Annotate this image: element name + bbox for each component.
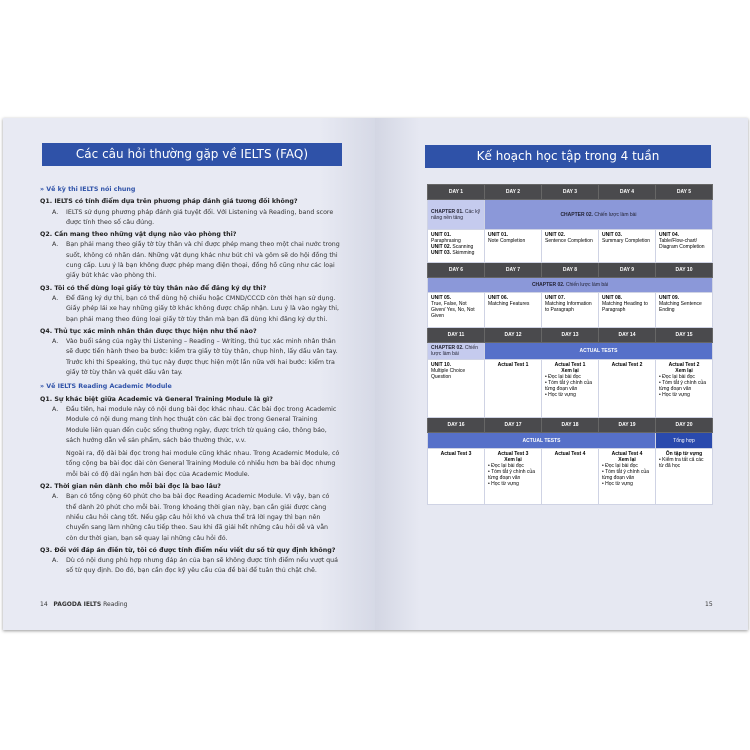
test-review-cell	[599, 449, 656, 505]
unit-cell	[542, 230, 599, 263]
unit-label: UNIT 09.	[659, 295, 680, 301]
unit-title: Paraphrasing	[431, 238, 461, 244]
unit-label: UNIT 06.	[488, 295, 509, 301]
unit-cell	[428, 293, 485, 328]
test-label: Actual Test 3	[440, 451, 472, 457]
review-item: • Học từ vựng	[488, 481, 538, 487]
unit-label: UNIT 03.	[431, 250, 452, 256]
review-item: • Học từ vựng	[659, 392, 709, 398]
test-cell	[599, 360, 656, 418]
unit-cell	[428, 230, 485, 263]
review-item: • Học từ vựng	[602, 481, 652, 487]
test-review-cell	[656, 360, 713, 418]
unit-title: Table/Flow-chart/ Diagram Completion	[659, 238, 705, 250]
test-cell	[542, 449, 599, 505]
day-header: DAY 9	[599, 263, 656, 278]
unit-cell	[656, 293, 713, 328]
unit-cell	[599, 230, 656, 263]
review-list	[602, 463, 652, 487]
day-header: DAY 14	[599, 328, 656, 343]
review-label: Xem lại	[618, 457, 636, 463]
faq-question: Q1. IELTS có tính điểm dựa trên phương pháp đánh giá tương đối không?	[40, 198, 298, 206]
vocab-cell	[656, 449, 713, 505]
faq-answer	[40, 556, 340, 577]
review-list	[488, 463, 538, 487]
answer-marker: A.	[52, 338, 59, 346]
faq-question: Q2. Cần mang theo những vật dụng nào vào phòng thi?	[40, 231, 237, 239]
page-number: 14	[40, 601, 48, 608]
unit-title: Matching Features	[488, 301, 530, 307]
day-header: DAY 2	[485, 185, 542, 200]
actual-tests-banner: ACTUAL TESTS	[485, 343, 713, 360]
left-page	[3, 118, 375, 630]
review-item: • Học từ vựng	[545, 392, 595, 398]
day-header: DAY 15	[656, 328, 713, 343]
review-item: • Đọc lại bài đọc	[602, 463, 652, 469]
unit-cell	[485, 230, 542, 263]
unit-label: UNIT 05.	[431, 295, 452, 301]
test-label: Actual Test 4	[554, 451, 586, 457]
answer-marker: A.	[52, 493, 59, 501]
left-footer	[40, 601, 127, 608]
day-header: DAY 7	[485, 263, 542, 278]
answer-text: Dù có nội dung phù hợp nhưng đáp án của bạn sẽ không được tính điểm nếu vượt quá số từ quy định. Do đó, bạn cần đọc kỹ yêu cầu của đề bài để tuân thủ chặt chẽ.	[66, 557, 339, 575]
unit-cell	[656, 230, 713, 263]
day-header: DAY 6	[428, 263, 485, 278]
unit-cell	[542, 293, 599, 328]
study-plan-table	[427, 184, 713, 505]
unit-title: Matching Sentence Ending	[659, 301, 702, 313]
review-item: • Đọc lại bài đọc	[545, 374, 595, 380]
unit-label: UNIT 08.	[602, 295, 623, 301]
faq-answer	[40, 405, 340, 446]
faq-question: Q2. Thời gian nên dành cho mỗi bài đọc là bao lâu?	[40, 483, 221, 491]
test-cell	[485, 360, 542, 418]
chapter-text: Các kỹ năng nền tảng	[431, 208, 481, 221]
chapter-02-cell	[485, 200, 713, 230]
chapter-02-cell	[428, 278, 713, 293]
chapter-01-cell	[428, 200, 485, 230]
day-header: DAY 16	[428, 418, 485, 433]
unit-label: UNIT 01.	[431, 232, 452, 238]
answer-text: Để đăng ký dự thi, bạn có thể dùng hộ chiếu hoặc CMND/CCCD còn thời hạn sử dụng. Giấy phép lái xe hay những giấy tờ khác không được chấp nhận. Lưu ý là vào ngày thi, bạn phải mang theo đúng loại giấy tờ tùy thân mà bạn đã dùng khi đăng ký dự thi.	[66, 294, 339, 323]
faq-question: Q4. Thủ tục xác minh nhân thân được thực hiện như thế nào?	[40, 327, 257, 335]
unit-title: Matching Information to Paragraph	[545, 301, 592, 313]
review-item: • Tóm tắt ý chính của từng đoạn văn	[488, 469, 538, 481]
answer-marker: A.	[52, 241, 59, 249]
review-item: • Tóm tắt ý chính của từng đoạn văn	[659, 380, 709, 392]
review-list	[659, 374, 709, 398]
answer-text: Bạn phải mang theo giấy tờ tùy thân và chỉ được phép mang theo một chai nước trong suốt, không có nhãn dán. Những vật dụng khác như bút chì và gôm sẽ do hội đồng thi cung cấp. Lưu ý là bạn không được phép mang điện thoại, đồng hồ cũng như các loại giấy bút khác vào phòng thi.	[66, 241, 340, 280]
test-label: Actual Test 1	[497, 362, 529, 368]
unit-title: Skimming	[452, 250, 475, 256]
review-item: • Đọc lại bài đọc	[488, 463, 538, 469]
unit-label: UNIT 10.	[431, 362, 452, 368]
faq-answer	[40, 294, 340, 325]
footer-title: Reading	[103, 601, 128, 608]
unit-title: True, False, Not Given/ Yes, No, Not Given	[431, 301, 475, 319]
chapter-label: CHAPTER 01.	[431, 208, 464, 215]
day-header: DAY 11	[428, 328, 485, 343]
faq-question: Q3. Tôi có thể dùng loại giấy tờ tùy thân nào để đăng ký dự thi?	[40, 284, 267, 292]
day-header: DAY 4	[599, 185, 656, 200]
review-list	[545, 374, 595, 398]
faq-question: Q1. Sự khác biệt giữa Academic và General Training Module là gì?	[40, 395, 273, 403]
test-cell	[428, 449, 485, 505]
chapter-02-cell	[428, 343, 485, 360]
unit-label: UNIT 07.	[545, 295, 566, 301]
answer-marker: A.	[52, 208, 59, 216]
day-header: DAY 18	[542, 418, 599, 433]
day-header: DAY 8	[542, 263, 599, 278]
review-label: Xem lại	[675, 368, 693, 374]
unit-title: Multiple Choice Question	[431, 368, 466, 380]
faq-answer	[40, 337, 340, 378]
test-label: Actual Test 2	[611, 362, 643, 368]
answer-text: Vào buổi sáng của ngày thi Listening – Reading – Writing, thủ tục xác minh nhân thân sẽ được tiến hành theo ba bước: kiểm tra giấy tờ tùy thân, chụp hình, lấy dấu vân tay. Trước khi thi Speaking, thủ tục này được thực hiện một lần nữa với hai bước: kiểm tra giấy tờ tùy thân và quét dấu vân tay.	[66, 338, 338, 377]
day-header: DAY 1	[428, 185, 485, 200]
test-review-cell	[485, 449, 542, 505]
day-header: DAY 5	[656, 185, 713, 200]
summary-banner: Tổng hợp	[656, 433, 713, 449]
faq-content	[40, 184, 340, 577]
unit-cell	[428, 360, 485, 418]
answer-text: IELTS sử dụng phương pháp đánh giá tuyệt đối. Với Listening và Reading, band score được tính theo số câu đúng.	[66, 208, 334, 226]
review-item: • Đọc lại bài đọc	[659, 374, 709, 380]
chapter-label: CHAPTER 02.	[431, 345, 464, 351]
day-header: DAY 10	[656, 263, 713, 278]
unit-title: Sentence Completion	[545, 238, 593, 244]
vocab-title: Ôn tập từ vựng	[665, 451, 703, 457]
unit-title: Note Completion	[488, 238, 526, 244]
unit-cell	[485, 293, 542, 328]
day-header: DAY 3	[542, 185, 599, 200]
faq-title: Các câu hỏi thường gặp về IELTS (FAQ)	[42, 143, 342, 166]
unit-label: UNIT 04.	[659, 232, 680, 238]
day-header: DAY 13	[542, 328, 599, 343]
chapter-text: Chiến lược làm bài	[431, 345, 478, 357]
unit-title: Scanning	[452, 244, 474, 250]
actual-tests-banner: ACTUAL TESTS	[428, 433, 656, 449]
answer-marker: A.	[52, 557, 59, 565]
faq-question: Q3. Đối với đáp án điền từ, tôi có được tính điểm nếu viết dư số từ quy định không?	[40, 546, 336, 554]
vocab-item: • Kiểm tra tất cả các từ đã học	[659, 457, 709, 469]
chapter-text: Chiến lược làm bài	[565, 282, 609, 288]
test-review-cell	[542, 360, 599, 418]
answer-marker: A.	[52, 405, 59, 413]
section-heading: » Về kỳ thi IELTS nói chung	[40, 186, 136, 193]
review-label: Xem lại	[561, 368, 579, 374]
test-label: Actual Test 3	[497, 451, 529, 457]
faq-answer	[40, 240, 340, 281]
chapter-label: CHAPTER 02.	[531, 282, 565, 288]
answer-text: Đầu tiên, hai module này có nội dung bài đọc khác nhau. Các bài đọc trong Academic Module có nội dung mang tính học thuật còn các bài đọc trong General Training Module liên quan đến cuộc sống thường ngày, được trích từ quảng cáo, thông báo, sách hướng dẫn về sản phẩm, sách báo thường thức, v.v.	[66, 405, 337, 444]
test-label: Actual Test 4	[611, 451, 643, 457]
unit-title: Matching Heading to Paragraph	[602, 301, 648, 313]
faq-answer	[40, 492, 340, 543]
faq-answer	[40, 208, 340, 229]
day-header: DAY 12	[485, 328, 542, 343]
unit-label: UNIT 03.	[602, 232, 623, 238]
review-item: • Tóm tắt ý chính của từng đoạn văn	[602, 469, 652, 481]
review-item: • Tóm tắt ý chính của từng đoạn văn	[545, 380, 595, 392]
day-header: DAY 20	[656, 418, 713, 433]
test-label: Actual Test 2	[668, 362, 700, 368]
answer-text: Bạn có tổng cộng 60 phút cho ba bài đọc Reading Academic Module. Vì vậy, bạn có thể dành 20 phút cho mỗi bài. Trong khoảng thời gian này, bạn cần giải được càng nhiều câu hỏi càng tốt. Nếu gặp câu hỏi khó và chưa thể trả lời ngay thì bạn nên chuyển sang làm những câu tiếp theo. Sau khi đã giải hết những câu hỏi dễ và vẫn còn dư thời gian, bạn sẽ quay lại những câu hỏi đó.	[66, 493, 330, 542]
unit-label: UNIT 02.	[545, 232, 566, 238]
day-header: DAY 17	[485, 418, 542, 433]
footer-brand: PAGODA IELTS	[53, 601, 102, 608]
book-spread	[3, 118, 748, 630]
section-heading: » Về IELTS Reading Academic Module	[40, 383, 172, 391]
page-number: 15	[705, 601, 713, 608]
unit-cell	[599, 293, 656, 328]
answer-text: Ngoài ra, độ dài bài đọc trong hai module cũng khác nhau. Trong Academic Module, có tổng cộng ba bài đọc dài còn General Training Module có nhiều hơn ba bài đọc nhưng mỗi bài có độ dài ngắn hơn bài đọc của Academic Module.	[66, 450, 340, 478]
day-header: DAY 19	[599, 418, 656, 433]
answer-marker: A.	[52, 294, 59, 302]
test-label: Actual Test 1	[554, 362, 586, 368]
unit-label: UNIT 02.	[431, 244, 452, 250]
plan-title: Kế hoạch học tập trong 4 tuần	[425, 145, 711, 168]
right-page	[375, 118, 748, 630]
review-label: Xem lại	[504, 457, 522, 463]
unit-title: Summary Completion	[602, 238, 651, 244]
chapter-text: Chiến lược làm bài	[594, 211, 637, 218]
chapter-label: CHAPTER 02.	[560, 211, 593, 218]
unit-label: UNIT 01.	[488, 232, 509, 238]
